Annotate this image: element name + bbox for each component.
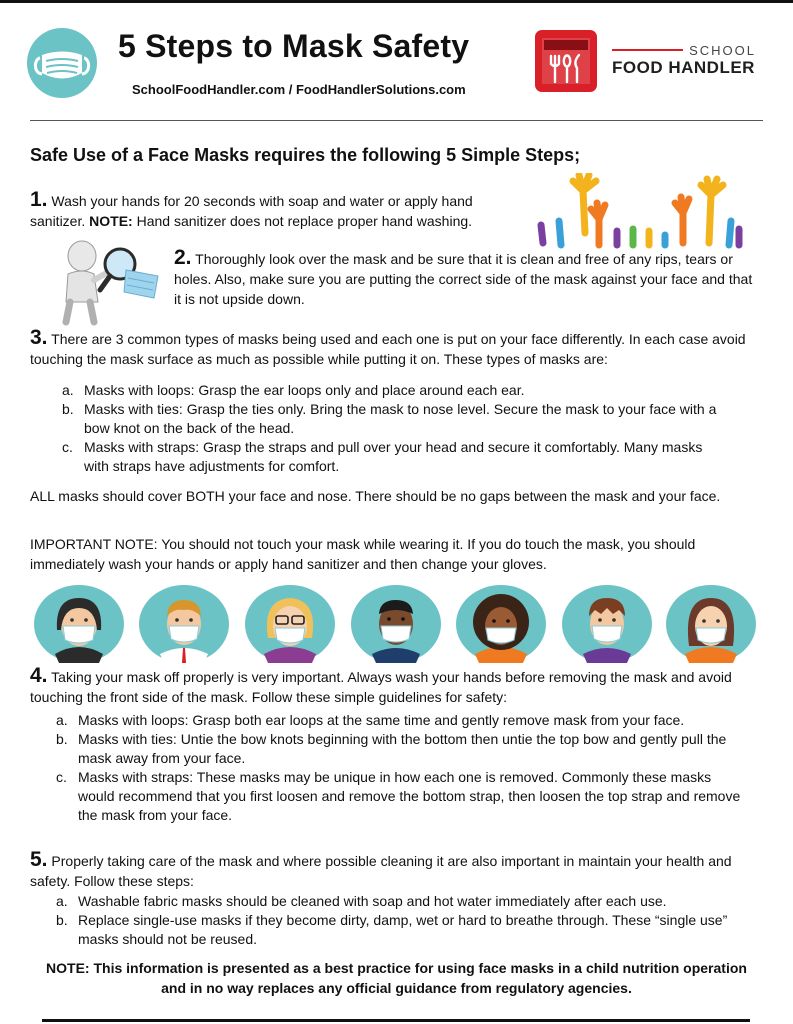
website-subtitle: SchoolFoodHandler.com / FoodHandlerSolutions.com — [132, 82, 466, 97]
step-4-number: 4. — [30, 664, 48, 687]
masked-face-icon — [33, 584, 126, 664]
step-4-list — [56, 711, 746, 825]
masked-face-icon — [244, 584, 337, 664]
list-item — [62, 400, 722, 438]
raised-hands-illustration — [533, 173, 745, 251]
masked-face-icon — [350, 584, 443, 664]
list-item-text: Masks with straps: These masks may be unique in how each one is removed. Commonly these masks would recommend that you first loosen and remove the bottom strap, then loosen the top strap and remove the mask from your face. — [78, 769, 741, 823]
step-1-number: 1. — [30, 188, 48, 211]
list-item — [62, 381, 722, 400]
list-item-text: Masks with ties: Grasp the ties only. Bring the mask to nose level. Secure the mask to your face with a bow knot on the back of the head. — [84, 401, 717, 436]
list-marker: a. — [56, 712, 68, 728]
list-marker: c. — [62, 439, 73, 455]
list-item — [56, 911, 756, 949]
header-divider — [30, 120, 763, 121]
list-item-text: Masks with ties: Untie the bow knots beginning with the bottom then untie the top bow and gently pull the mask away from your face. — [78, 731, 727, 766]
list-marker: b. — [56, 731, 68, 747]
step-5-text: Properly taking care of the mask and where possible cleaning it are also important in maintain your health and safety. Follow these steps: — [30, 853, 732, 889]
food-handler-logo-icon — [535, 30, 597, 92]
list-marker: a. — [62, 382, 74, 398]
list-item — [56, 892, 756, 911]
top-border — [0, 0, 793, 3]
list-item-text: Masks with loops: Grasp both ear loops at the same time and gently remove mask from your face. — [78, 712, 685, 728]
section-heading: Safe Use of a Face Masks requires the following 5 Simple Steps; — [30, 145, 581, 165]
list-item — [56, 730, 746, 768]
list-marker: b. — [56, 912, 68, 928]
list-item — [62, 438, 722, 476]
brand-red-rule — [612, 49, 683, 51]
step-1-note-text: Hand sanitizer does not replace proper hand washing. — [132, 213, 473, 229]
list-item-text: Masks with loops: Grasp the ear loops only and place around each ear. — [84, 382, 525, 398]
mask-inspection-illustration — [54, 236, 166, 326]
list-marker: b. — [62, 401, 74, 417]
step-2-text: Thoroughly look over the mask and be sure that it is clean and free of any rips, tears or holes. Also, make sure you are putting the correct side of the mask against your face and that it is not upside down. — [174, 251, 753, 307]
brand-school-row — [612, 42, 756, 58]
list-marker: a. — [56, 893, 68, 909]
step-1-note-label: NOTE: — [89, 213, 133, 229]
step-4 — [30, 666, 765, 707]
step-1 — [30, 190, 525, 231]
step-3-text: There are 3 common types of masks being used and each one is put on your face differently. In each case avoid touching the mask surface as much as possible while putting it on. These types of masks are: — [30, 331, 746, 367]
masked-face-icon — [455, 584, 548, 664]
footer-note: NOTE: This information is presented as a best practice for using face masks in a child nutrition operation and in no way replaces any official guidance from regulatory agencies. — [46, 960, 747, 996]
masked-face-icon — [561, 584, 654, 664]
brand-school-text: SCHOOL — [689, 42, 756, 58]
step-5-list — [56, 892, 756, 949]
masked-face-icon — [138, 584, 231, 664]
step-2-number: 2. — [174, 246, 192, 269]
list-marker: c. — [56, 769, 67, 785]
list-item-text: Washable fabric masks should be cleaned with soap and hot water immediately after each use. — [78, 893, 667, 909]
step-3-list — [62, 381, 722, 476]
step-3 — [30, 328, 762, 369]
list-item — [56, 768, 746, 825]
list-item-text: Replace single-use masks if they become dirty, damp, wet or hard to breathe through. These “single use” masks should not be reused. — [78, 912, 728, 947]
step-5 — [30, 850, 765, 891]
brand-food-handler-text: FOOD HANDLER — [612, 58, 755, 77]
list-item-text: Masks with straps: Grasp the straps and pull over your head and secure it comfortably. Many masks with straps have adjustments for comfort. — [84, 439, 703, 474]
mask-logo-icon — [27, 28, 97, 98]
step-4-text: Taking your mask off properly is very important. Always wash your hands before removing the mask and avoid touching the front side of the mask. Follow these simple guidelines for safety: — [30, 669, 732, 705]
step-2 — [174, 248, 754, 309]
masked-faces-row — [33, 584, 758, 664]
step-5-number: 5. — [30, 848, 48, 871]
all-masks-paragraph: ALL masks should cover BOTH your face and nose. There should be no gaps between the mask and your face. — [30, 488, 721, 504]
bottom-border — [42, 1019, 750, 1022]
step-1-text: Wash your hands for 20 seconds with soap and water or apply hand sanitizer. — [30, 193, 473, 229]
list-item — [56, 711, 746, 730]
masked-face-icon — [665, 584, 758, 664]
step-3-number: 3. — [30, 326, 48, 349]
page-title: 5 Steps to Mask Safety — [118, 28, 470, 64]
important-note-paragraph: IMPORTANT NOTE: You should not touch your mask while wearing it. If you do touch the mask, you should immediately wash your hands or apply hand sanitizer and then change your gloves. — [30, 536, 696, 572]
